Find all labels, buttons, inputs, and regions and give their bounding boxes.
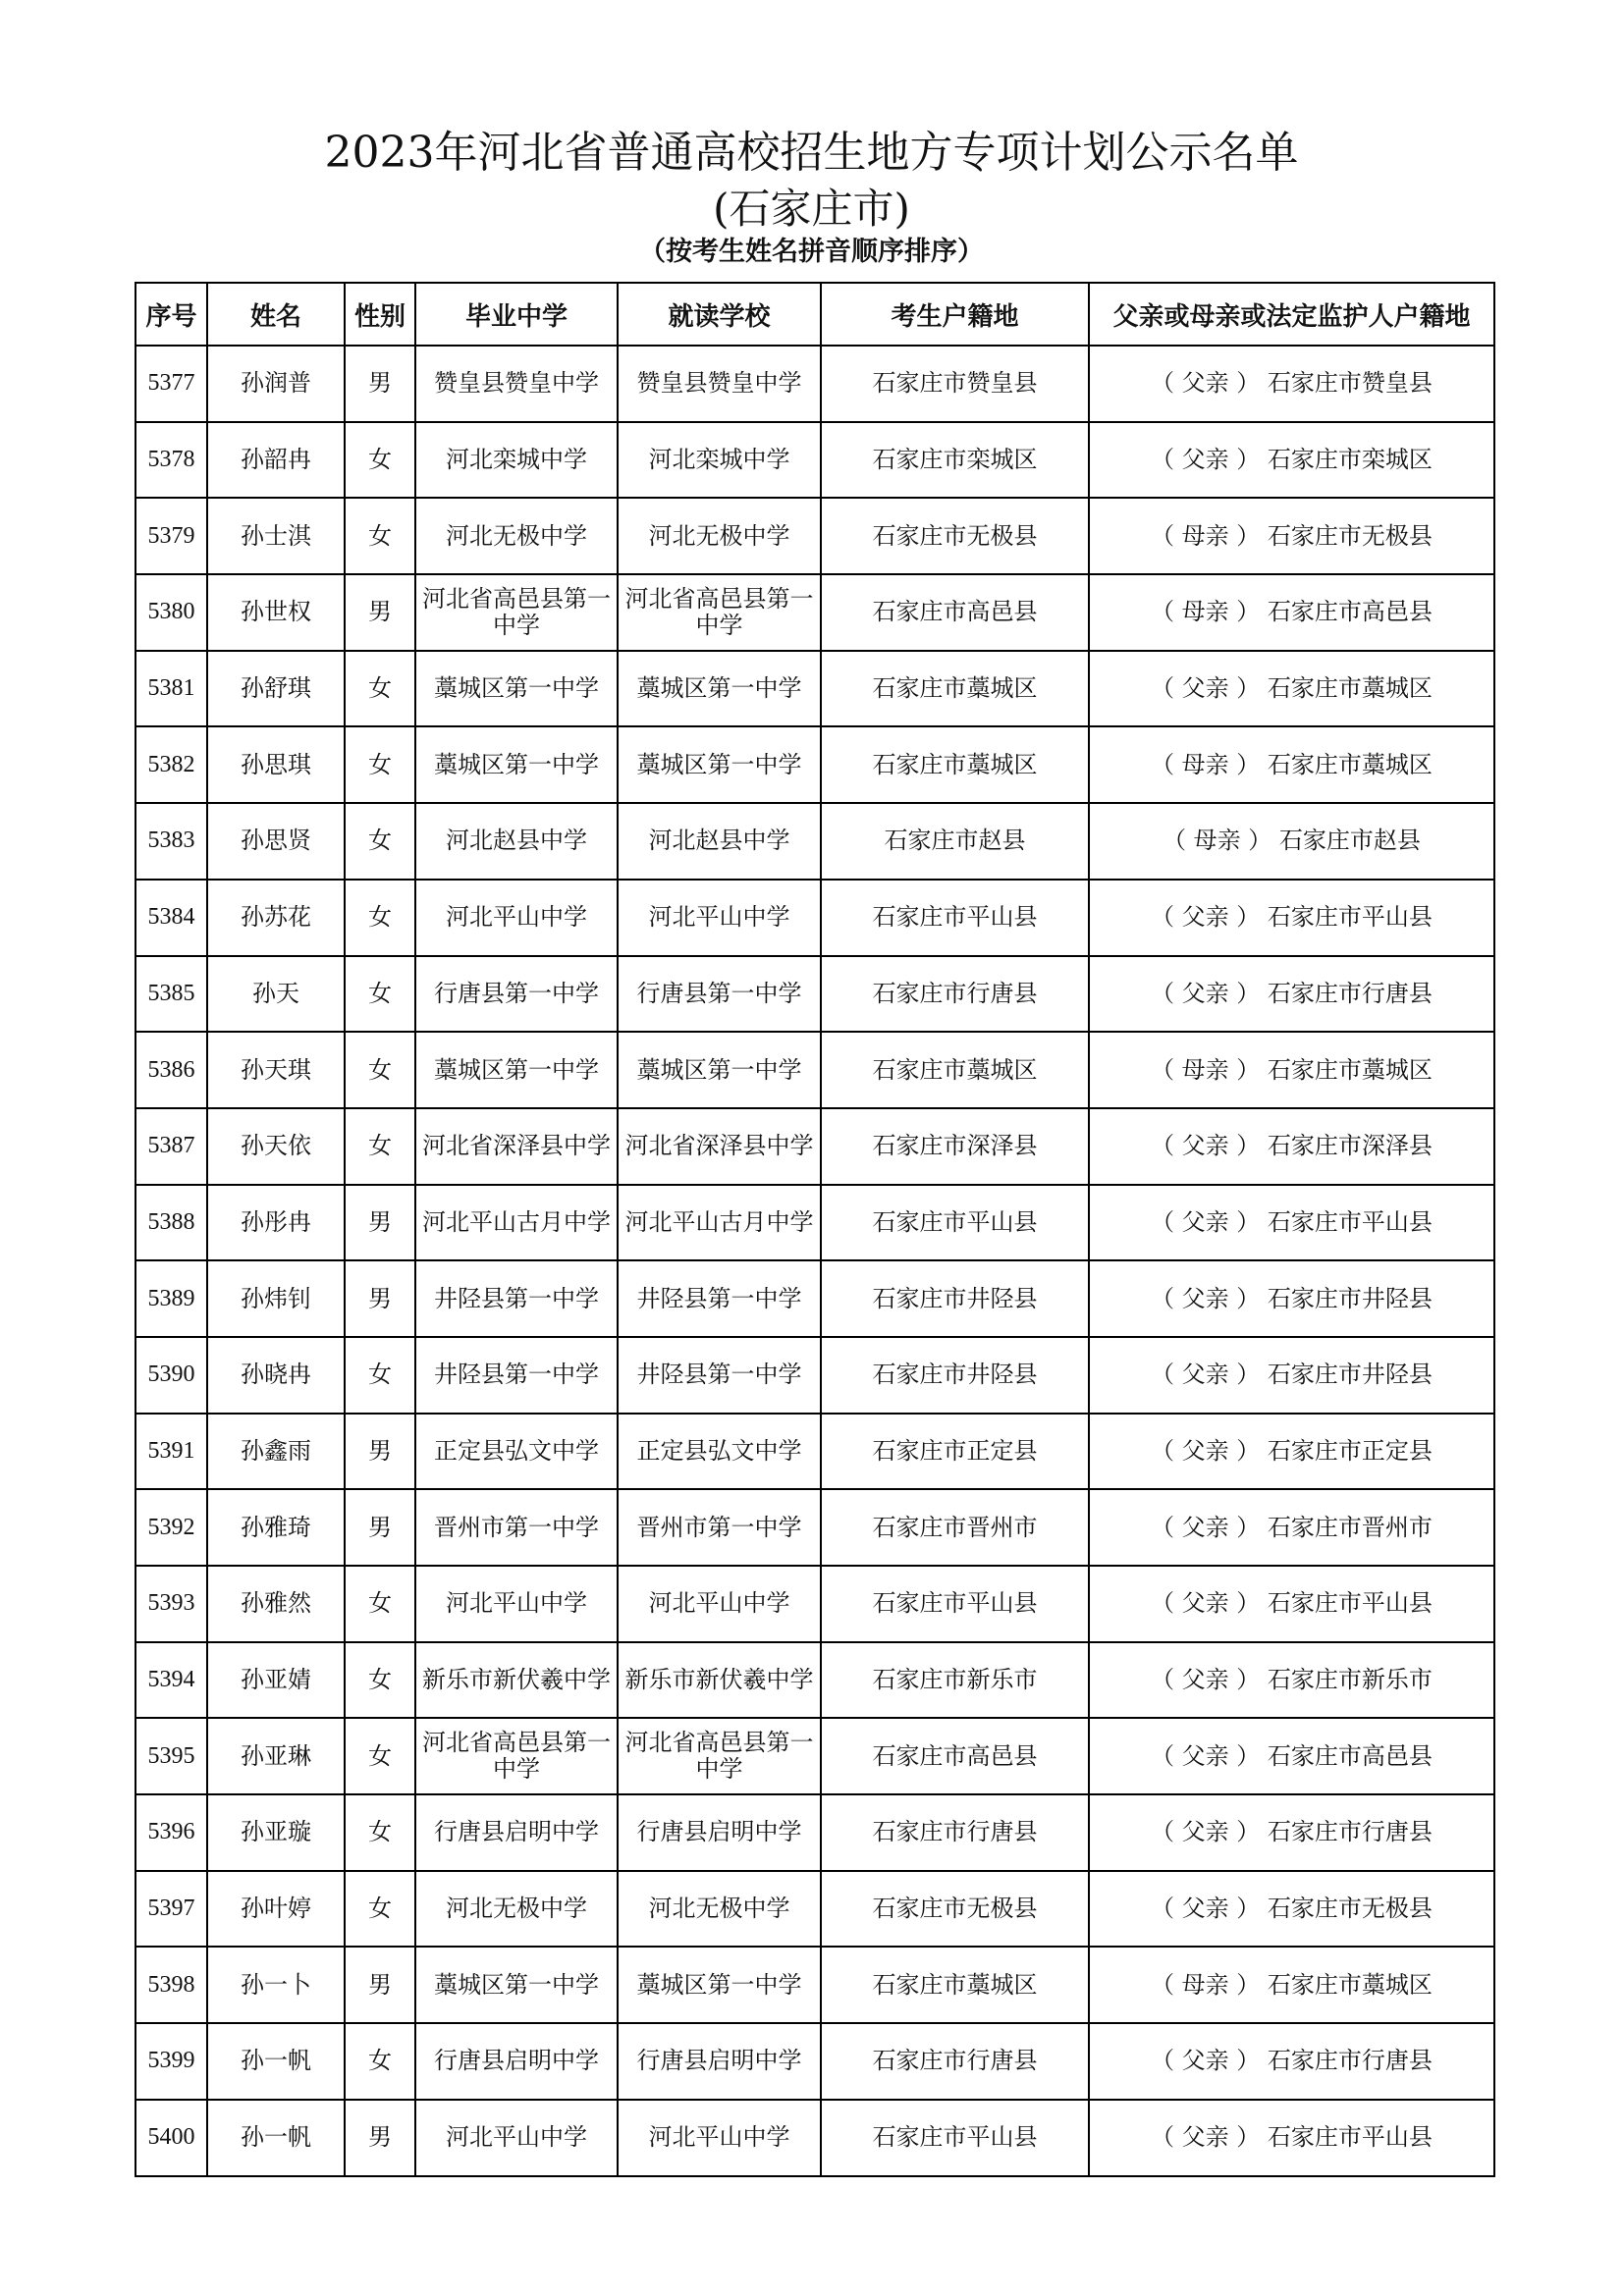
cell-current-school: 藁城区第一中学: [618, 651, 821, 727]
table-row: [135, 1718, 1494, 1794]
cell-gender: 女: [345, 1032, 415, 1108]
cell-name: 孙天琪: [207, 1032, 345, 1108]
cell-guardian-residence: （ 父亲 ） 石家庄市平山县: [1089, 2100, 1494, 2176]
cell-graduated-school: 藁城区第一中学: [415, 1947, 618, 2023]
table-row: [135, 880, 1494, 956]
cell-gender: 男: [345, 1489, 415, 1566]
cell-graduated-school: 井陉县第一中学: [415, 1260, 618, 1337]
cell-guardian-residence: （ 父亲 ） 石家庄市无极县: [1089, 1871, 1494, 1948]
cell-name: 孙思琪: [207, 726, 345, 803]
cell-guardian-residence: （ 父亲 ） 石家庄市平山县: [1089, 880, 1494, 956]
cell-graduated-school: 河北省高邑县第一中学: [415, 574, 618, 651]
cell-index: 5387: [135, 1108, 207, 1185]
cell-graduated-school: 河北栾城中学: [415, 422, 618, 499]
cell-student-residence: 石家庄市高邑县: [821, 1718, 1089, 1794]
cell-gender: 女: [345, 1566, 415, 1642]
cell-student-residence: 石家庄市行唐县: [821, 2023, 1089, 2100]
cell-index: 5399: [135, 2023, 207, 2100]
cell-current-school: 赞皇县赞皇中学: [618, 346, 821, 422]
cell-index: 5377: [135, 346, 207, 422]
cell-name: 孙苏花: [207, 880, 345, 956]
cell-graduated-school: 藁城区第一中学: [415, 651, 618, 727]
cell-name: 孙亚婧: [207, 1642, 345, 1719]
cell-name: 孙一卜: [207, 1947, 345, 2023]
cell-student-residence: 石家庄市藁城区: [821, 726, 1089, 803]
cell-graduated-school: 藁城区第一中学: [415, 1032, 618, 1108]
cell-name: 孙叶婷: [207, 1871, 345, 1948]
cell-current-school: 藁城区第一中学: [618, 1032, 821, 1108]
column-header-gender: 性别: [345, 283, 415, 346]
cell-student-residence: 石家庄市新乐市: [821, 1642, 1089, 1719]
cell-index: 5393: [135, 1566, 207, 1642]
cell-student-residence: 石家庄市晋州市: [821, 1489, 1089, 1566]
cell-graduated-school: 河北平山中学: [415, 2100, 618, 2176]
cell-gender: 女: [345, 422, 415, 499]
cell-gender: 女: [345, 803, 415, 880]
cell-guardian-residence: （ 父亲 ） 石家庄市井陉县: [1089, 1260, 1494, 1337]
cell-current-school: 河北省深泽县中学: [618, 1108, 821, 1185]
table-row: [135, 2100, 1494, 2176]
table-row: [135, 1489, 1494, 1566]
cell-current-school: 行唐县启明中学: [618, 2023, 821, 2100]
cell-index: 5396: [135, 1794, 207, 1871]
cell-name: 孙雅然: [207, 1566, 345, 1642]
table-row: [135, 803, 1494, 880]
cell-graduated-school: 赞皇县赞皇中学: [415, 346, 618, 422]
cell-student-residence: 石家庄市高邑县: [821, 574, 1089, 651]
cell-name: 孙亚琳: [207, 1718, 345, 1794]
cell-gender: 女: [345, 1718, 415, 1794]
cell-current-school: 河北省高邑县第一中学: [618, 1718, 821, 1794]
roster-table: [135, 282, 1495, 2177]
cell-name: 孙润普: [207, 346, 345, 422]
cell-graduated-school: 正定县弘文中学: [415, 1414, 618, 1490]
cell-student-residence: 石家庄市深泽县: [821, 1108, 1089, 1185]
cell-gender: 女: [345, 1108, 415, 1185]
cell-guardian-residence: （ 母亲 ） 石家庄市藁城区: [1089, 1032, 1494, 1108]
cell-index: 5395: [135, 1718, 207, 1794]
cell-graduated-school: 河北平山中学: [415, 1566, 618, 1642]
table-row: [135, 422, 1494, 499]
cell-current-school: 井陉县第一中学: [618, 1337, 821, 1414]
cell-graduated-school: 河北平山古月中学: [415, 1185, 618, 1261]
column-header-current-school: 就读学校: [618, 283, 821, 346]
cell-student-residence: 石家庄市行唐县: [821, 1794, 1089, 1871]
cell-student-residence: 石家庄市栾城区: [821, 422, 1089, 499]
cell-gender: 女: [345, 726, 415, 803]
table-row: [135, 1947, 1494, 2023]
cell-name: 孙晓冉: [207, 1337, 345, 1414]
cell-guardian-residence: （ 父亲 ） 石家庄市赞皇县: [1089, 346, 1494, 422]
table-row: [135, 651, 1494, 727]
cell-name: 孙天依: [207, 1108, 345, 1185]
cell-graduated-school: 河北赵县中学: [415, 803, 618, 880]
cell-gender: 女: [345, 2023, 415, 2100]
cell-index: 5389: [135, 1260, 207, 1337]
cell-name: 孙彤冉: [207, 1185, 345, 1261]
cell-student-residence: 石家庄市赵县: [821, 803, 1089, 880]
table-row: [135, 1337, 1494, 1414]
cell-graduated-school: 河北平山中学: [415, 880, 618, 956]
cell-guardian-residence: （ 母亲 ） 石家庄市高邑县: [1089, 574, 1494, 651]
cell-gender: 男: [345, 2100, 415, 2176]
cell-current-school: 河北平山古月中学: [618, 1185, 821, 1261]
column-header-name: 姓名: [207, 283, 345, 346]
table-row: [135, 1566, 1494, 1642]
cell-graduated-school: 新乐市新伏羲中学: [415, 1642, 618, 1719]
cell-graduated-school: 藁城区第一中学: [415, 726, 618, 803]
cell-index: 5388: [135, 1185, 207, 1261]
document-subtitle: (石家庄市): [713, 185, 910, 233]
table-row: [135, 1871, 1494, 1948]
column-header-index: 序号: [135, 283, 207, 346]
cell-graduated-school: 行唐县第一中学: [415, 956, 618, 1033]
cell-graduated-school: 井陉县第一中学: [415, 1337, 618, 1414]
cell-gender: 男: [345, 346, 415, 422]
cell-index: 5385: [135, 956, 207, 1033]
cell-name: 孙思贤: [207, 803, 345, 880]
cell-current-school: 河北无极中学: [618, 498, 821, 574]
table-row: [135, 1414, 1494, 1490]
cell-student-residence: 石家庄市正定县: [821, 1414, 1089, 1490]
cell-current-school: 河北平山中学: [618, 1566, 821, 1642]
cell-index: 5380: [135, 574, 207, 651]
cell-current-school: 藁城区第一中学: [618, 1947, 821, 2023]
table-row: [135, 956, 1494, 1033]
cell-graduated-school: 行唐县启明中学: [415, 1794, 618, 1871]
cell-guardian-residence: （ 父亲 ） 石家庄市正定县: [1089, 1414, 1494, 1490]
cell-gender: 男: [345, 1947, 415, 2023]
cell-index: 5390: [135, 1337, 207, 1414]
cell-gender: 女: [345, 1337, 415, 1414]
cell-graduated-school: 晋州市第一中学: [415, 1489, 618, 1566]
column-header-student-residence: 考生户籍地: [821, 283, 1089, 346]
cell-student-residence: 石家庄市井陉县: [821, 1260, 1089, 1337]
cell-gender: 男: [345, 1414, 415, 1490]
cell-student-residence: 石家庄市无极县: [821, 498, 1089, 574]
cell-gender: 男: [345, 1185, 415, 1261]
cell-gender: 女: [345, 956, 415, 1033]
cell-guardian-residence: （ 母亲 ） 石家庄市藁城区: [1089, 1947, 1494, 2023]
cell-gender: 男: [345, 574, 415, 651]
cell-current-school: 行唐县启明中学: [618, 1794, 821, 1871]
cell-guardian-residence: （ 父亲 ） 石家庄市平山县: [1089, 1566, 1494, 1642]
cell-index: 5379: [135, 498, 207, 574]
cell-guardian-residence: （ 父亲 ） 石家庄市行唐县: [1089, 1794, 1494, 1871]
cell-student-residence: 石家庄市藁城区: [821, 651, 1089, 727]
cell-index: 5384: [135, 880, 207, 956]
cell-guardian-residence: （ 父亲 ） 石家庄市深泽县: [1089, 1108, 1494, 1185]
sort-note: （按考生姓名拼音顺序排序）: [639, 237, 984, 267]
cell-student-residence: 石家庄市平山县: [821, 2100, 1089, 2176]
cell-guardian-residence: （ 父亲 ） 石家庄市行唐县: [1089, 2023, 1494, 2100]
cell-index: 5383: [135, 803, 207, 880]
column-header-graduated-school: 毕业中学: [415, 283, 618, 346]
table-row: [135, 498, 1494, 574]
table-row: [135, 346, 1494, 422]
cell-current-school: 河北无极中学: [618, 1871, 821, 1948]
cell-guardian-residence: （ 母亲 ） 石家庄市藁城区: [1089, 726, 1494, 803]
cell-graduated-school: 行唐县启明中学: [415, 2023, 618, 2100]
cell-name: 孙鑫雨: [207, 1414, 345, 1490]
cell-index: 5392: [135, 1489, 207, 1566]
cell-gender: 女: [345, 1642, 415, 1719]
table-row: [135, 574, 1494, 651]
table-row: [135, 1108, 1494, 1185]
cell-name: 孙炜钊: [207, 1260, 345, 1337]
cell-index: 5397: [135, 1871, 207, 1948]
table-row: [135, 1794, 1494, 1871]
cell-gender: 女: [345, 498, 415, 574]
document-title: 2023年河北省普通高校招生地方专项计划公示名单: [324, 128, 1299, 178]
cell-name: 孙世权: [207, 574, 345, 651]
cell-student-residence: 石家庄市藁城区: [821, 1032, 1089, 1108]
cell-current-school: 井陉县第一中学: [618, 1260, 821, 1337]
cell-student-residence: 石家庄市无极县: [821, 1871, 1089, 1948]
cell-graduated-school: 河北无极中学: [415, 1871, 618, 1948]
cell-gender: 女: [345, 1871, 415, 1948]
cell-current-school: 河北平山中学: [618, 880, 821, 956]
table-row: [135, 2023, 1494, 2100]
cell-current-school: 正定县弘文中学: [618, 1414, 821, 1490]
cell-student-residence: 石家庄市平山县: [821, 1566, 1089, 1642]
cell-student-residence: 石家庄市井陉县: [821, 1337, 1089, 1414]
cell-student-residence: 石家庄市赞皇县: [821, 346, 1089, 422]
cell-guardian-residence: （ 父亲 ） 石家庄市栾城区: [1089, 422, 1494, 499]
cell-name: 孙一帆: [207, 2023, 345, 2100]
cell-guardian-residence: （ 父亲 ） 石家庄市藁城区: [1089, 651, 1494, 727]
cell-current-school: 新乐市新伏羲中学: [618, 1642, 821, 1719]
cell-guardian-residence: （ 父亲 ） 石家庄市晋州市: [1089, 1489, 1494, 1566]
cell-guardian-residence: （ 父亲 ） 石家庄市井陉县: [1089, 1337, 1494, 1414]
cell-index: 5398: [135, 1947, 207, 2023]
cell-graduated-school: 河北省深泽县中学: [415, 1108, 618, 1185]
cell-student-residence: 石家庄市平山县: [821, 880, 1089, 956]
cell-graduated-school: 河北无极中学: [415, 498, 618, 574]
cell-name: 孙天: [207, 956, 345, 1033]
cell-index: 5400: [135, 2100, 207, 2176]
cell-guardian-residence: （ 父亲 ） 石家庄市行唐县: [1089, 956, 1494, 1033]
cell-guardian-residence: （ 父亲 ） 石家庄市高邑县: [1089, 1718, 1494, 1794]
column-header-guardian-residence: 父亲或母亲或法定监护人户籍地: [1089, 283, 1494, 346]
cell-gender: 男: [345, 1260, 415, 1337]
cell-index: 5381: [135, 651, 207, 727]
cell-student-residence: 石家庄市行唐县: [821, 956, 1089, 1033]
cell-guardian-residence: （ 母亲 ） 石家庄市无极县: [1089, 498, 1494, 574]
header-row: [135, 283, 1494, 346]
cell-index: 5378: [135, 422, 207, 499]
cell-index: 5391: [135, 1414, 207, 1490]
table-row: [135, 1260, 1494, 1337]
table-row: [135, 1032, 1494, 1108]
cell-graduated-school: 河北省高邑县第一中学: [415, 1718, 618, 1794]
cell-name: 孙雅琦: [207, 1489, 345, 1566]
cell-current-school: 河北赵县中学: [618, 803, 821, 880]
cell-current-school: 河北平山中学: [618, 2100, 821, 2176]
cell-gender: 女: [345, 651, 415, 727]
cell-student-residence: 石家庄市藁城区: [821, 1947, 1089, 2023]
cell-current-school: 行唐县第一中学: [618, 956, 821, 1033]
cell-current-school: 河北栾城中学: [618, 422, 821, 499]
cell-name: 孙士淇: [207, 498, 345, 574]
cell-name: 孙亚璇: [207, 1794, 345, 1871]
cell-guardian-residence: （ 母亲 ） 石家庄市赵县: [1089, 803, 1494, 880]
table-row: [135, 1185, 1494, 1261]
cell-name: 孙韶冉: [207, 422, 345, 499]
cell-guardian-residence: （ 父亲 ） 石家庄市平山县: [1089, 1185, 1494, 1261]
cell-current-school: 河北省高邑县第一中学: [618, 574, 821, 651]
cell-name: 孙一帆: [207, 2100, 345, 2176]
cell-index: 5394: [135, 1642, 207, 1719]
table-row: [135, 726, 1494, 803]
table-row: [135, 1642, 1494, 1719]
cell-current-school: 晋州市第一中学: [618, 1489, 821, 1566]
cell-name: 孙舒琪: [207, 651, 345, 727]
roster-body: [135, 346, 1494, 2176]
cell-index: 5382: [135, 726, 207, 803]
cell-gender: 女: [345, 1794, 415, 1871]
cell-index: 5386: [135, 1032, 207, 1108]
cell-guardian-residence: （ 父亲 ） 石家庄市新乐市: [1089, 1642, 1494, 1719]
cell-current-school: 藁城区第一中学: [618, 726, 821, 803]
cell-student-residence: 石家庄市平山县: [821, 1185, 1089, 1261]
cell-gender: 女: [345, 880, 415, 956]
